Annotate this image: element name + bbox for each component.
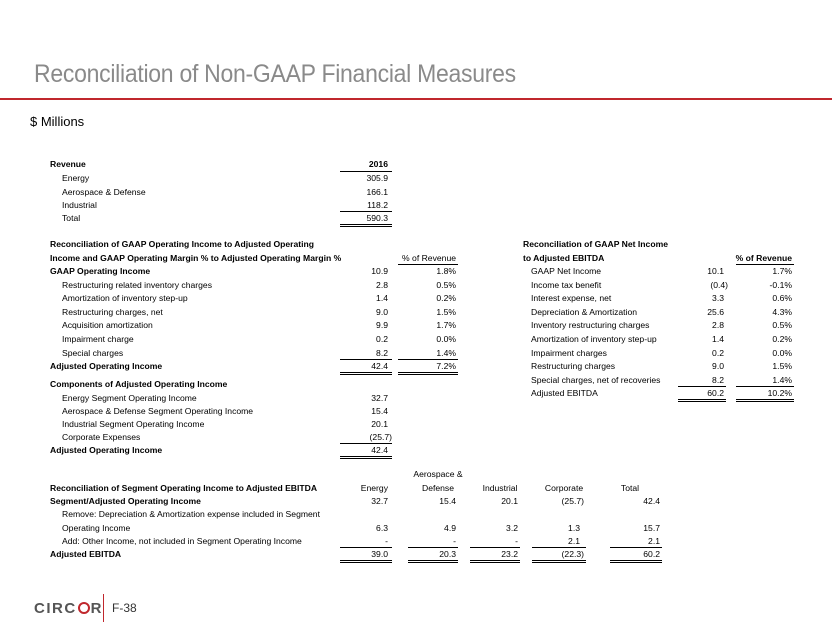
op-row-pct: 1.4%: [436, 348, 456, 358]
ebitda-row-value: 3.3: [712, 293, 724, 303]
op-row-label: Impairment charge: [62, 334, 134, 344]
ebitda-row-pct: 0.6%: [772, 293, 792, 303]
segment-cell: 20.1: [501, 496, 518, 506]
op-income-title-1: Reconciliation of GAAP Operating Income to Adjusted Operating: [50, 239, 315, 249]
op-row-label: Adjusted Operating Income: [50, 361, 163, 371]
segment-cell: 32.7: [371, 496, 388, 506]
op-row-pct: 0.5%: [436, 280, 456, 290]
title-divider: [0, 98, 832, 100]
segment-row-label: Remove: Depreciation & Amortization expense included in Segment: [62, 509, 320, 519]
segment-cell: 60.2: [643, 549, 660, 559]
ebitda-row-value: (0.4): [710, 280, 728, 290]
op-row-value: 2.8: [376, 280, 388, 290]
col-aero-line1: Aerospace &: [413, 469, 463, 479]
segment-cell: -: [453, 536, 456, 546]
op-row-value: 42.4: [371, 361, 388, 371]
components-row-label: Industrial Segment Operating Income: [62, 419, 205, 429]
segment-cell: 1.3: [568, 523, 580, 533]
col-energy: Energy: [360, 483, 388, 493]
op-row-value: 9.0: [376, 307, 388, 317]
segment-cell: 2.1: [568, 536, 580, 546]
ebitda-row-value: 0.2: [712, 348, 724, 358]
segment-cell: -: [385, 536, 388, 546]
segment-cell: (22.3): [561, 549, 584, 559]
segment-cell: -: [515, 536, 518, 546]
segment-cell: 15.7: [643, 523, 660, 533]
ebitda-title-1: Reconciliation of GAAP Net Income: [523, 239, 669, 249]
ebitda-row-pct: 1.5%: [772, 361, 792, 371]
ebitda-row-value: 10.1: [707, 266, 724, 276]
ebitda-row-label: Income tax benefit: [531, 280, 602, 290]
revenue-year: 2016: [368, 159, 388, 169]
ebitda-row-pct: 0.0%: [772, 348, 792, 358]
ebitda-pct-header: % of Revenue: [735, 253, 792, 263]
col-aero-line2: Defense: [421, 483, 454, 493]
ebitda-row-label: Interest expense, net: [531, 293, 612, 303]
segment-cell: 3.2: [506, 523, 518, 533]
segment-row-label: Add: Other Income, not included in Segment Operating Income: [62, 536, 302, 546]
revenue-row-label: Energy: [62, 173, 90, 183]
ebitda-row-label: Special charges, net of recoveries: [531, 375, 661, 385]
ebitda-row-value: 2.8: [712, 320, 724, 330]
op-row-label: GAAP Operating Income: [50, 266, 151, 276]
revenue-row-value: 118.2: [367, 200, 388, 210]
op-row-label: Restructuring related inventory charges: [62, 280, 212, 290]
ebitda-row-value: 9.0: [712, 361, 724, 371]
op-row-pct: 1.5%: [436, 307, 456, 317]
ebitda-row-value: 60.2: [707, 388, 724, 398]
ebitda-row-pct: 0.2%: [772, 334, 792, 344]
ebitda-row-label: Depreciation & Amortization: [531, 307, 638, 317]
ebitda-row-pct: 1.7%: [772, 266, 792, 276]
op-row-pct: 1.8%: [436, 266, 456, 276]
revenue-title: Revenue: [50, 159, 86, 169]
revenue-row-value: 590.3: [366, 213, 388, 223]
segment-row-label: Operating Income: [62, 523, 131, 533]
segment-cell: 6.3: [376, 523, 388, 533]
components-row-label: Adjusted Operating Income: [50, 445, 163, 455]
ebitda-title-2: to Adjusted EBITDA: [523, 253, 605, 263]
ebitda-row-label: Adjusted EBITDA: [531, 388, 598, 398]
components-row-value: 15.4: [371, 406, 388, 416]
ebitda-row-label: Amortization of inventory step-up: [531, 334, 657, 344]
footer-divider: [103, 594, 104, 622]
segment-cell: 15.4: [439, 496, 456, 506]
op-row-pct: 0.0%: [436, 334, 456, 344]
components-row-value: 32.7: [371, 393, 388, 403]
segment-cell: 2.1: [648, 536, 660, 546]
op-row-pct: 1.7%: [436, 320, 456, 330]
components-row-value: 20.1: [371, 419, 388, 429]
col-corporate: Corporate: [544, 483, 584, 493]
ebitda-row-value: 1.4: [712, 334, 724, 344]
ebitda-row-pct: 4.3%: [772, 307, 792, 317]
segment-row-label: Adjusted EBITDA: [50, 549, 122, 559]
segment-cell: 39.0: [371, 549, 388, 559]
components-row-label: Corporate Expenses: [62, 432, 141, 442]
units-label: $ Millions: [30, 114, 85, 129]
op-row-label: Acquisition amortization: [62, 320, 153, 330]
segment-row-label: Segment/Adjusted Operating Income: [50, 496, 201, 506]
revenue-row-label: Aerospace & Defense: [62, 187, 146, 197]
ebitda-row-pct: -0.1%: [769, 280, 792, 290]
ebitda-row-label: Inventory restructuring charges: [531, 320, 650, 330]
segment-cell: (25.7): [561, 496, 584, 506]
components-row-value: (25.7): [369, 432, 392, 442]
op-row-pct: 7.2%: [436, 361, 456, 371]
logo-o-icon: [78, 602, 90, 614]
segment-title: Reconciliation of Segment Operating Income to Adjusted EBITDA: [50, 483, 318, 493]
op-row-value: 0.2: [376, 334, 388, 344]
op-income-title-2: Income and GAAP Operating Margin % to Adjusted Operating Margin %: [50, 253, 342, 263]
col-total: Total: [620, 483, 640, 493]
op-row-label: Special charges: [62, 348, 124, 358]
op-row-label: Restructuring charges, net: [62, 307, 163, 317]
revenue-row-label: Industrial: [62, 200, 97, 210]
circor-logo: CIRC R: [34, 600, 104, 617]
revenue-row-value: 166.1: [366, 187, 388, 197]
ebitda-row-value: 25.6: [707, 307, 724, 317]
op-income-pct-header: % of Revenue: [402, 253, 456, 263]
components-title: Components of Adjusted Operating Income: [50, 379, 228, 389]
ebitda-row-pct: 1.4%: [772, 375, 792, 385]
op-row-value: 8.2: [376, 348, 388, 358]
ebitda-row-label: GAAP Net Income: [531, 266, 602, 276]
ebitda-row-label: Restructuring charges: [531, 361, 616, 371]
segment-cell: 42.4: [643, 496, 660, 506]
revenue-row-label: Total: [62, 213, 81, 223]
ebitda-row-label: Impairment charges: [531, 348, 607, 358]
segment-cell: 4.9: [444, 523, 456, 533]
ebitda-row-pct: 0.5%: [772, 320, 792, 330]
revenue-row-value: 305.9: [366, 173, 388, 183]
op-row-value: 9.9: [376, 320, 388, 330]
components-row-label: Energy Segment Operating Income: [62, 393, 197, 403]
ebitda-row-pct: 10.2%: [767, 388, 792, 398]
col-industrial: Industrial: [482, 483, 518, 493]
op-row-value: 1.4: [376, 293, 388, 303]
op-row-value: 10.9: [371, 266, 388, 276]
op-row-label: Amortization of inventory step-up: [62, 293, 188, 303]
ebitda-row-value: 8.2: [712, 375, 724, 385]
components-row-label: Aerospace & Defense Segment Operating Income: [62, 406, 254, 416]
page-number: F-38: [112, 601, 137, 615]
op-row-pct: 0.2%: [436, 293, 456, 303]
page-title: Reconciliation of Non-GAAP Financial Measures: [34, 60, 516, 88]
segment-cell: 20.3: [439, 549, 456, 559]
segment-cell: 23.2: [501, 549, 518, 559]
components-row-value: 42.4: [371, 445, 388, 455]
